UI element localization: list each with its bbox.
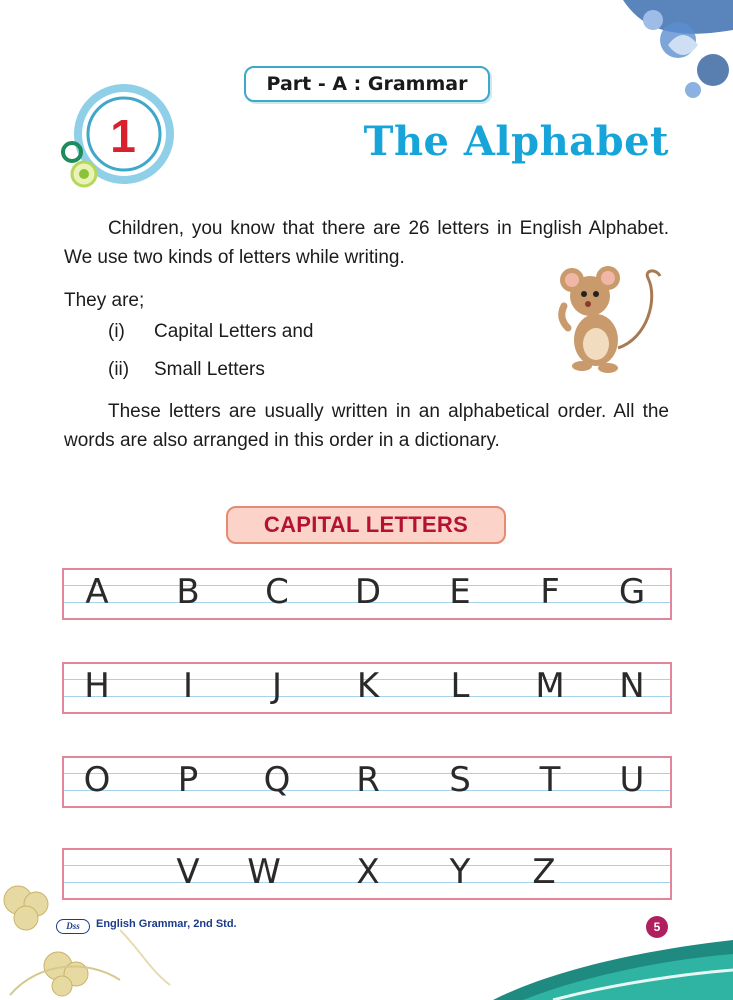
letter-row (62, 662, 672, 714)
capital-letter: R (356, 760, 380, 800)
list-item (108, 321, 314, 343)
mouse-illustration (548, 258, 668, 378)
list-item (108, 359, 265, 381)
capital-letter: U (619, 760, 645, 800)
intro-paragraph: Children, you know that there are 26 letters in English Alphabet. We use two kinds of letters while writing. (64, 218, 669, 268)
teal-wave-decoration (493, 940, 733, 1000)
footer-book-title: English Grammar, 2nd Std. (96, 918, 237, 930)
capital-letter: Q (263, 760, 291, 800)
capital-letter: K (356, 666, 380, 706)
capital-letter: I (182, 666, 194, 706)
capital-letter: N (619, 666, 645, 706)
they-are-line: They are; (64, 290, 145, 311)
capital-letter: X (356, 852, 380, 892)
capital-letter: G (618, 572, 646, 612)
letter-row (62, 848, 672, 900)
list-text: Small Letters (154, 359, 265, 380)
capital-letter: V (176, 852, 200, 892)
capital-letter: D (354, 572, 382, 612)
part-label: Part - A : Grammar (244, 66, 490, 102)
capital-letter: B (176, 572, 200, 612)
chapter-number: 1 (110, 110, 136, 162)
capital-letter: W (247, 852, 281, 892)
list-marker: (i) (108, 321, 125, 342)
list-marker: (ii) (108, 359, 130, 380)
capital-letter: M (535, 666, 565, 706)
publisher-logo: Dss (56, 919, 90, 934)
capital-letter: L (450, 666, 470, 706)
capital-letter: H (84, 666, 110, 706)
closing-paragraph: These letters are usually written in an alphabetical order. All the words are also arranged in this order in a dictionary. (64, 401, 669, 451)
capital-letter: C (265, 572, 289, 612)
capital-letter: Y (449, 852, 471, 892)
capital-letter: T (539, 760, 561, 800)
blue-floral-decoration (583, 0, 733, 110)
capital-letter: F (540, 572, 560, 612)
capital-letter: Z (532, 852, 556, 892)
capital-letter: S (449, 760, 471, 800)
page-title: The Alphabet (363, 118, 669, 165)
capital-letter: A (85, 572, 109, 612)
letter-row (62, 756, 672, 808)
capital-letter: J (271, 666, 283, 706)
capital-letter: E (449, 572, 471, 612)
list-text: Capital Letters and (154, 321, 314, 342)
section-heading: CAPITAL LETTERS (226, 506, 506, 544)
letter-row (62, 568, 672, 620)
page-number: 5 (646, 916, 668, 938)
capital-letter: O (83, 760, 111, 800)
capital-letter: P (177, 760, 199, 800)
